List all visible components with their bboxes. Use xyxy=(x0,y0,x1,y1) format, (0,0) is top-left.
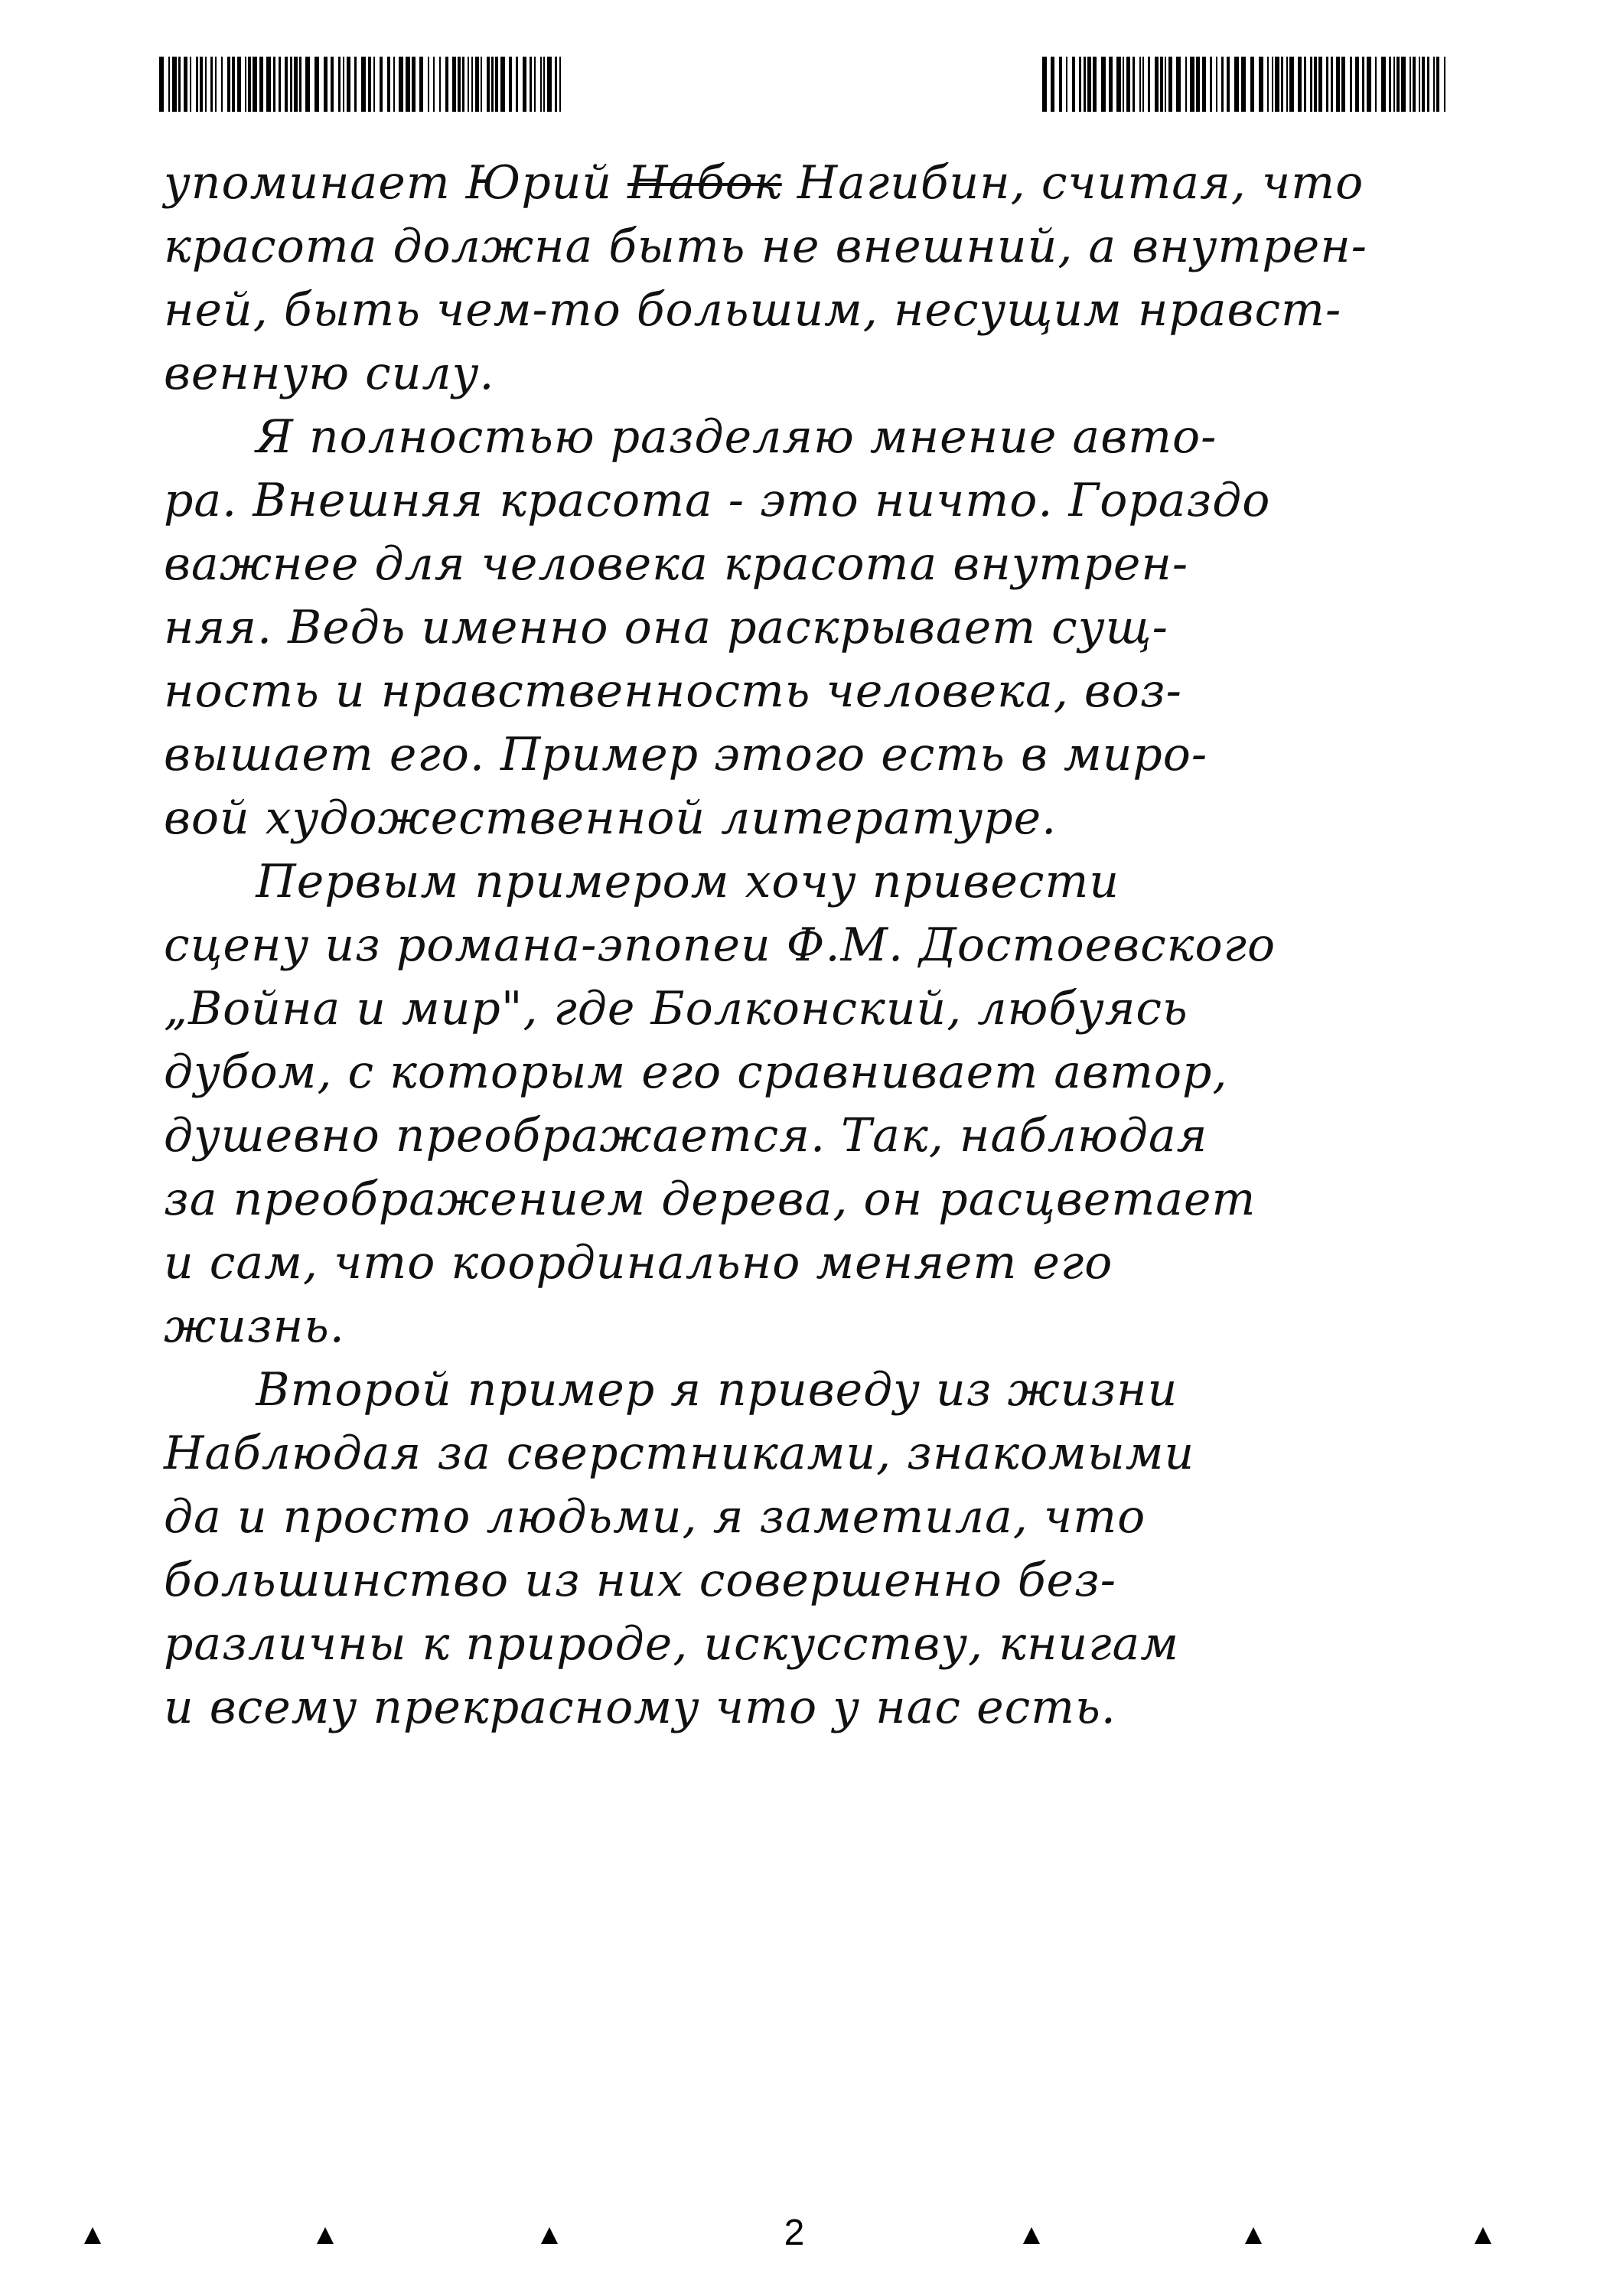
text-line: важнее для человека красота внутрен- xyxy=(164,537,1189,591)
barcode-gap xyxy=(1445,57,1446,112)
text-line: за преображением дерева, он расцветает xyxy=(164,1172,1256,1226)
barcode-bar xyxy=(559,57,561,112)
text-line: дубом, с которым его сравнивает автор, xyxy=(164,1045,1228,1099)
text-line: Второй пример я приведу из жизни xyxy=(164,1363,1178,1417)
alignment-marker-icon xyxy=(541,2227,558,2244)
text-line: Наблюдая за сверстниками, знакомыми xyxy=(164,1427,1195,1480)
text-line: ность и нравственность человека, воз- xyxy=(164,664,1182,718)
text-line: большинство из них совершенно без- xyxy=(164,1554,1117,1607)
alignment-marker-icon xyxy=(317,2227,334,2244)
text-line: вышает его. Пример этого есть в миро- xyxy=(164,728,1208,781)
text-line: красота должна быть не внешний, а внутрен- xyxy=(164,220,1368,273)
text-line: различны к природе, искусству, книгам xyxy=(164,1617,1180,1671)
alignment-marker-icon xyxy=(84,2227,101,2244)
text-line: Я полностью разделяю мнение авто- xyxy=(164,410,1217,464)
text-line: няя. Ведь именно она раскрывает сущ- xyxy=(164,601,1168,654)
text-line: и сам, что координально меняет его xyxy=(164,1236,1113,1290)
text-line: вой художественной литературе. xyxy=(164,791,1058,845)
text-line xyxy=(164,152,1541,215)
handwritten-text xyxy=(164,152,1541,1740)
text-line: „Война и мир", где Болконский, любуясь xyxy=(164,982,1188,1035)
text-line: да и просто людьми, я заметила, что xyxy=(164,1490,1146,1544)
text-segment: упоминает Юрий xyxy=(164,156,628,210)
text-line: и всему прекрасному что у нас есть. xyxy=(164,1681,1116,1734)
barcode-left xyxy=(159,57,561,112)
text-line: ра. Внешняя красота - это ничто. Гораздо xyxy=(164,474,1271,527)
struck-word: Набок xyxy=(627,156,782,210)
text-line: жизнь. xyxy=(164,1300,345,1353)
text-segment: Нагибин, считая, что xyxy=(781,156,1364,210)
alignment-marker-icon xyxy=(1023,2227,1040,2244)
text-line: сцену из романа-эпопеи Ф.М. Достоевского xyxy=(164,918,1276,972)
alignment-marker-icon xyxy=(1475,2227,1491,2244)
barcode-right xyxy=(1042,57,1446,112)
text-line: ней, быть чем-то большим, несущим нравст- xyxy=(164,283,1342,337)
text-line: Первым примером хочу привести xyxy=(164,855,1120,908)
page-footer xyxy=(0,2210,1623,2256)
text-line: венную силу. xyxy=(164,347,495,400)
alignment-marker-icon xyxy=(1245,2227,1262,2244)
text-line: душевно преображается. Так, наблюдая xyxy=(164,1109,1208,1163)
page-number: 2 xyxy=(784,2213,805,2253)
